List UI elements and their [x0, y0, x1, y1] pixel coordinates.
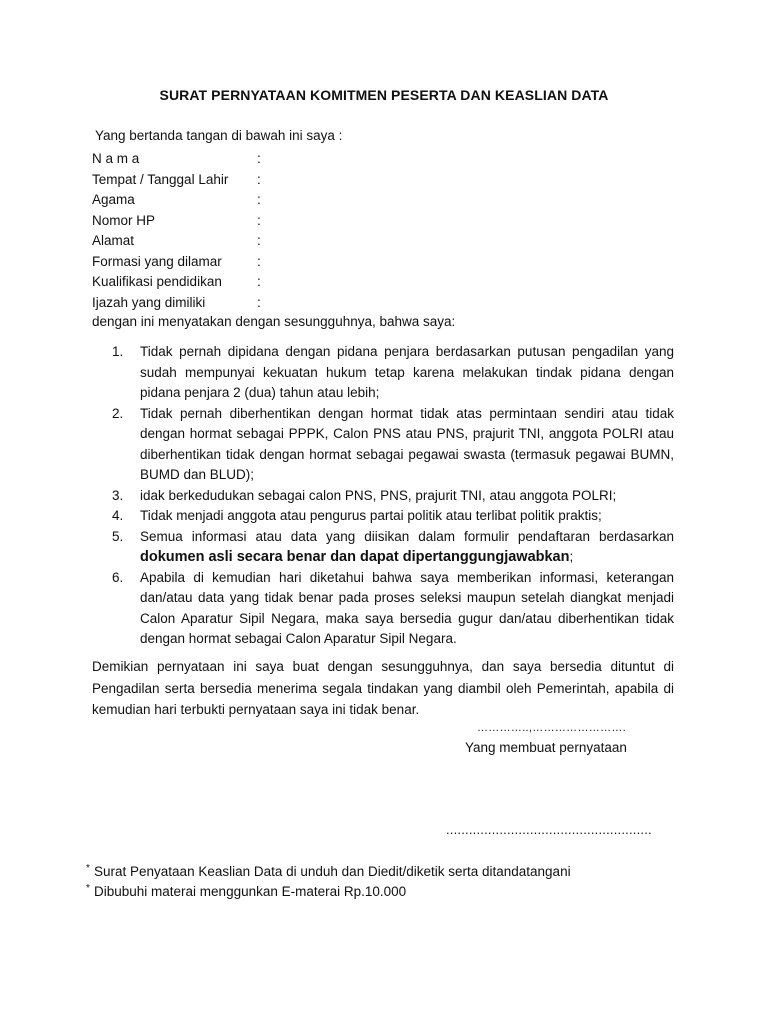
- field-row-nama: [92, 149, 392, 170]
- item-text: Apabila di kemudian hari diketahui bahwa saya memberikan informasi, keterangan dan/atau data yang tidak benar pada proses seleksi maupun setelah diangkat menjadi Calon Aparatur Sipil Negara, maka saya bersedia gugur dan/atau diberhentikan tidak dengan hormat sebagai Calon Aparatur Sipil Negara.: [140, 569, 674, 646]
- list-item: [112, 506, 674, 527]
- field-row-formasi: [92, 252, 392, 273]
- field-colon: :: [257, 233, 261, 248]
- item-number: 4.: [112, 508, 124, 523]
- field-colon: :: [257, 212, 261, 228]
- field-colon: :: [257, 151, 261, 166]
- footnote: [86, 862, 571, 882]
- field-label: Kualifikasi pendidikan: [92, 274, 222, 289]
- item-text: Semua informasi atau data yang diisikan dalam formulir pendaftaran berdasarkan: [140, 528, 674, 544]
- field-label: N a m a: [92, 151, 140, 166]
- item-text: Tidak menjadi anggota atau pengurus partai politik atau terlibat politik praktis;: [140, 508, 602, 523]
- declaration-list: [112, 342, 674, 650]
- field-colon: :: [257, 274, 261, 289]
- footnote-text: Surat Penyataan Keaslian Data di unduh dan Diedit/diketik serta ditandatangani: [94, 864, 571, 879]
- closing-paragraph: Demikian pernyataan ini saya buat dengan sesungguhnya, dan saya bersedia dituntut di Pengadilan serta bersedia menerima segala tindakan yang diambil oleh Pemerintah, apabila di kemudian hari terbukti pernyataan saya ini tidak benar.: [92, 659, 674, 717]
- footnote: [86, 882, 571, 902]
- field-row-agama: [92, 190, 392, 211]
- item-suffix: ;: [569, 549, 574, 564]
- field-label: Agama: [92, 192, 135, 207]
- field-row-ijazah: [92, 293, 392, 314]
- field-label: Ijazah yang dimiliki: [92, 294, 206, 310]
- field-label: Tempat / Tanggal Lahir: [92, 171, 229, 187]
- field-label: Nomor HP: [92, 212, 156, 228]
- signer-label: Yang membuat pernyataan: [465, 740, 627, 755]
- item-number: 6.: [112, 569, 124, 585]
- place-date-placeholder: …………..,…………………….: [477, 722, 627, 734]
- field-row-ttl: [92, 170, 392, 191]
- field-colon: :: [257, 171, 261, 187]
- list-item: [112, 404, 674, 486]
- field-colon: :: [257, 253, 261, 269]
- item-number: 1.: [112, 344, 124, 359]
- item-number: 3.: [112, 487, 124, 503]
- footnotes: [86, 862, 571, 902]
- intro-line: Yang bertanda tangan di bawah ini saya :: [95, 128, 343, 143]
- field-row-hp: [92, 211, 392, 232]
- list-item: [112, 568, 674, 650]
- signature-line: ......................................................: [446, 822, 652, 837]
- list-item: [112, 527, 674, 568]
- asterisk-marker: *: [86, 883, 90, 894]
- item-text: Tidak pernah dipidana dengan pidana penjara berdasarkan putusan pengadilan yang sudah mempunyai kekuatan hukum tetap karena melakukan tindak pidana dengan pidana penjara 2 (dua) tahun atau lebih;: [140, 344, 674, 400]
- statement-line: dengan ini menyatakan dengan sesungguhnya, bahwa saya:: [92, 314, 456, 329]
- document-title: SURAT PERNYATAAN KOMITMEN PESERTA DAN KEASLIAN DATA: [159, 87, 609, 103]
- asterisk-marker: *: [86, 863, 90, 874]
- item-text: Tidak pernah diberhentikan dengan hormat tidak atas permintaan sendiri atau tidak dengan hormat sebagai PPPK, Calon PNS atau PNS, prajurit TNI, anggota POLRI atau diberhentikan tidak dengan hormat sebagai pegawai swasta (termasuk pegawai BUMN, BUMD dan BLUD);: [140, 405, 674, 482]
- identity-fields: [92, 149, 392, 313]
- list-item: [112, 342, 674, 404]
- item-number: 2.: [112, 405, 124, 421]
- list-item: [112, 486, 674, 507]
- item-number: 5.: [112, 528, 124, 544]
- footnote-text: Dibubuhi materai menggunkan E-materai Rp.10.000: [94, 884, 407, 899]
- field-row-kualifikasi: [92, 272, 392, 293]
- field-row-alamat: [92, 231, 392, 252]
- field-label: Alamat: [92, 233, 135, 248]
- field-colon: :: [257, 294, 261, 310]
- field-colon: :: [257, 192, 261, 207]
- item-emphasis: dokumen asli secara benar dan dapat dipertanggungjawabkan: [140, 549, 570, 565]
- item-text: idak berkedudukan sebagai calon PNS, PNS, prajurit TNI, atau anggota POLRI;: [140, 487, 617, 503]
- field-label: Formasi yang dilamar: [92, 253, 222, 269]
